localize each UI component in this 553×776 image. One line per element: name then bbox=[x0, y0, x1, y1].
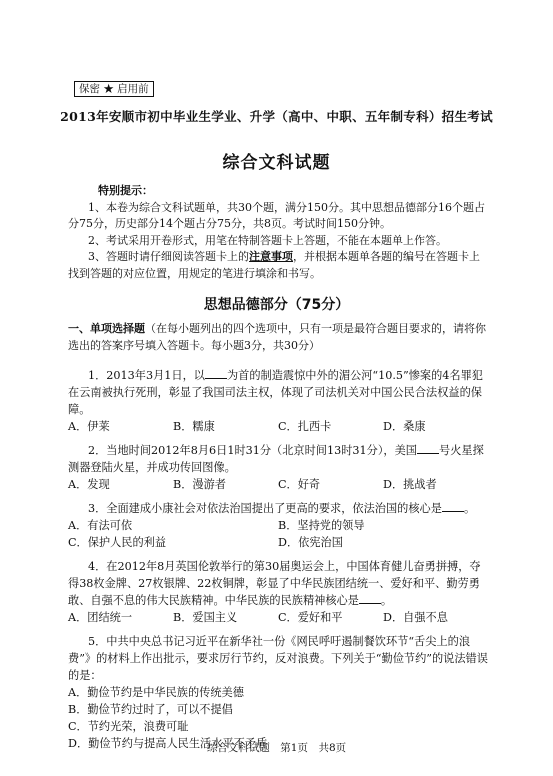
option-d: D．桑康 bbox=[383, 420, 426, 433]
option-c: C．爱好和平 bbox=[278, 611, 343, 624]
option-d: D．依宪治国 bbox=[278, 536, 343, 549]
option-row bbox=[68, 476, 488, 493]
question-5 bbox=[68, 633, 488, 752]
option-a: A．团结统一 bbox=[68, 611, 133, 624]
section-title: 思想品德部分（75分） bbox=[203, 297, 350, 313]
stem-text: 。 bbox=[380, 594, 393, 607]
answer-blank bbox=[442, 500, 464, 512]
option-b: B．糯康 bbox=[173, 420, 215, 433]
option-a: A．有法可依 bbox=[68, 519, 133, 532]
part-heading bbox=[68, 321, 488, 354]
question-1 bbox=[68, 367, 488, 435]
part-label: 一、单项选择题 bbox=[68, 322, 145, 335]
option-a: A．发现 bbox=[68, 478, 110, 491]
stem-text: 为首的制造震惊中外的湄公河“10.5”惨案的4名罪犯在云南被执行死刑，彰显了我国司法主权，体现了司法机关对中国公民合法权益的保障。 bbox=[68, 369, 483, 416]
confidential-label: 保密 ★ 启用前 bbox=[74, 81, 154, 97]
question-stem bbox=[68, 558, 488, 609]
question-4 bbox=[68, 558, 488, 626]
notes-item-2: 2、考试采用开卷形式，用笔在特制答题卡上答题，不能在本题单上作答。 bbox=[88, 233, 447, 247]
option-c: C．扎西卡 bbox=[278, 420, 332, 433]
option-a: A．伊莱 bbox=[68, 420, 110, 433]
page-footer: 综合文科试题 第1页 共8页 bbox=[206, 742, 347, 754]
option-a: A．勤俭节约是中华民族的传统美德 bbox=[68, 686, 244, 699]
question-stem bbox=[68, 500, 488, 517]
option-c: C．节约光荣，浪费可耻 bbox=[68, 720, 189, 733]
notes-item-3 bbox=[68, 249, 488, 282]
question-stem: 5．中共中央总书记习近平在新华社一份《网民呼吁遏制餐饮环节“舌尖上的浪费”》的材料上作出批示，要求厉行节约，反对浪费。下列关于“勤俭节约”的说法错误的是： bbox=[68, 635, 488, 682]
notes-item-3-text: 3、答题时请仔细阅读答题卡上的 bbox=[88, 250, 249, 263]
notes-item-3-emphasis: 注意事项 bbox=[249, 250, 293, 263]
option-grid bbox=[68, 517, 488, 551]
question-2 bbox=[68, 442, 488, 493]
special-notes bbox=[68, 183, 488, 282]
question-3 bbox=[68, 500, 488, 551]
stem-text: 。 bbox=[463, 502, 476, 515]
part-instruction: （在每小题列出的四个选项中，只有一项是最符合题目要求的，请将你选出的答案序号填入答题卡。每小题3分，共30分） bbox=[68, 322, 486, 352]
option-d: D．勤俭节约与提高人民生活水平不矛盾 bbox=[68, 737, 268, 750]
option-b: B．爱国主义 bbox=[173, 611, 238, 624]
option-row bbox=[68, 609, 488, 626]
page-title: 综合文科试题 bbox=[222, 153, 331, 173]
option-d: D．挑战者 bbox=[383, 478, 437, 491]
answer-blank bbox=[205, 367, 227, 379]
notes-item-3-tail: ，并根据本题单各题的编号在答题卡上找到答题的对应位置，用规定的笔进行填涂和书写。 bbox=[68, 250, 480, 280]
exam-title: 2013年安顺市初中毕业生学业、升学（高中、中职、五年制专科）招生考试 bbox=[60, 109, 493, 124]
option-c: C．保护人民的利益 bbox=[68, 536, 167, 549]
option-b: B．漫游者 bbox=[173, 478, 226, 491]
notes-item-1: 1、本卷为综合文科试题单，共30个题，满分150分。其中思想品德部分16个题占分75分，历史部分14个题占分75分，共8页。考试时间150分钟。 bbox=[68, 200, 485, 230]
stem-text: 3．全面建成小康社会对依法治国提出了更高的要求，依法治国的核心是 bbox=[88, 502, 442, 515]
answer-blank bbox=[417, 442, 439, 454]
question-stem bbox=[68, 442, 488, 476]
question-stem bbox=[68, 367, 488, 418]
answer-blank bbox=[359, 592, 381, 604]
question-list bbox=[68, 367, 488, 759]
option-b: B．勤俭节约过时了，可以不提倡 bbox=[68, 703, 233, 716]
option-c: C．好奇 bbox=[278, 478, 321, 491]
stem-text: 号火星探测器登陆火星，并成功传回图像。 bbox=[68, 444, 484, 474]
notes-heading: 特别提示： bbox=[98, 184, 153, 197]
stem-text: 4．在2012年8月英国伦敦举行的第30届奥运会上，中国体育健儿奋勇拼搏，夺得38枚金牌、27枚银牌、22枚铜牌，彰显了中华民族团结统一、爱好和平、勤劳勇敢、自强不息的伟大民族精神。中华民族的民族精神核心是 bbox=[68, 560, 481, 607]
stem-text: 2．当地时间2012年8月6日1时31分（北京时间13时31分），美国 bbox=[88, 444, 417, 457]
option-row bbox=[68, 418, 488, 435]
option-b: B．坚持党的领导 bbox=[278, 519, 365, 532]
stem-text: 1．2013年3月1日，以 bbox=[88, 369, 205, 382]
option-d: D．自强不息 bbox=[383, 611, 448, 624]
